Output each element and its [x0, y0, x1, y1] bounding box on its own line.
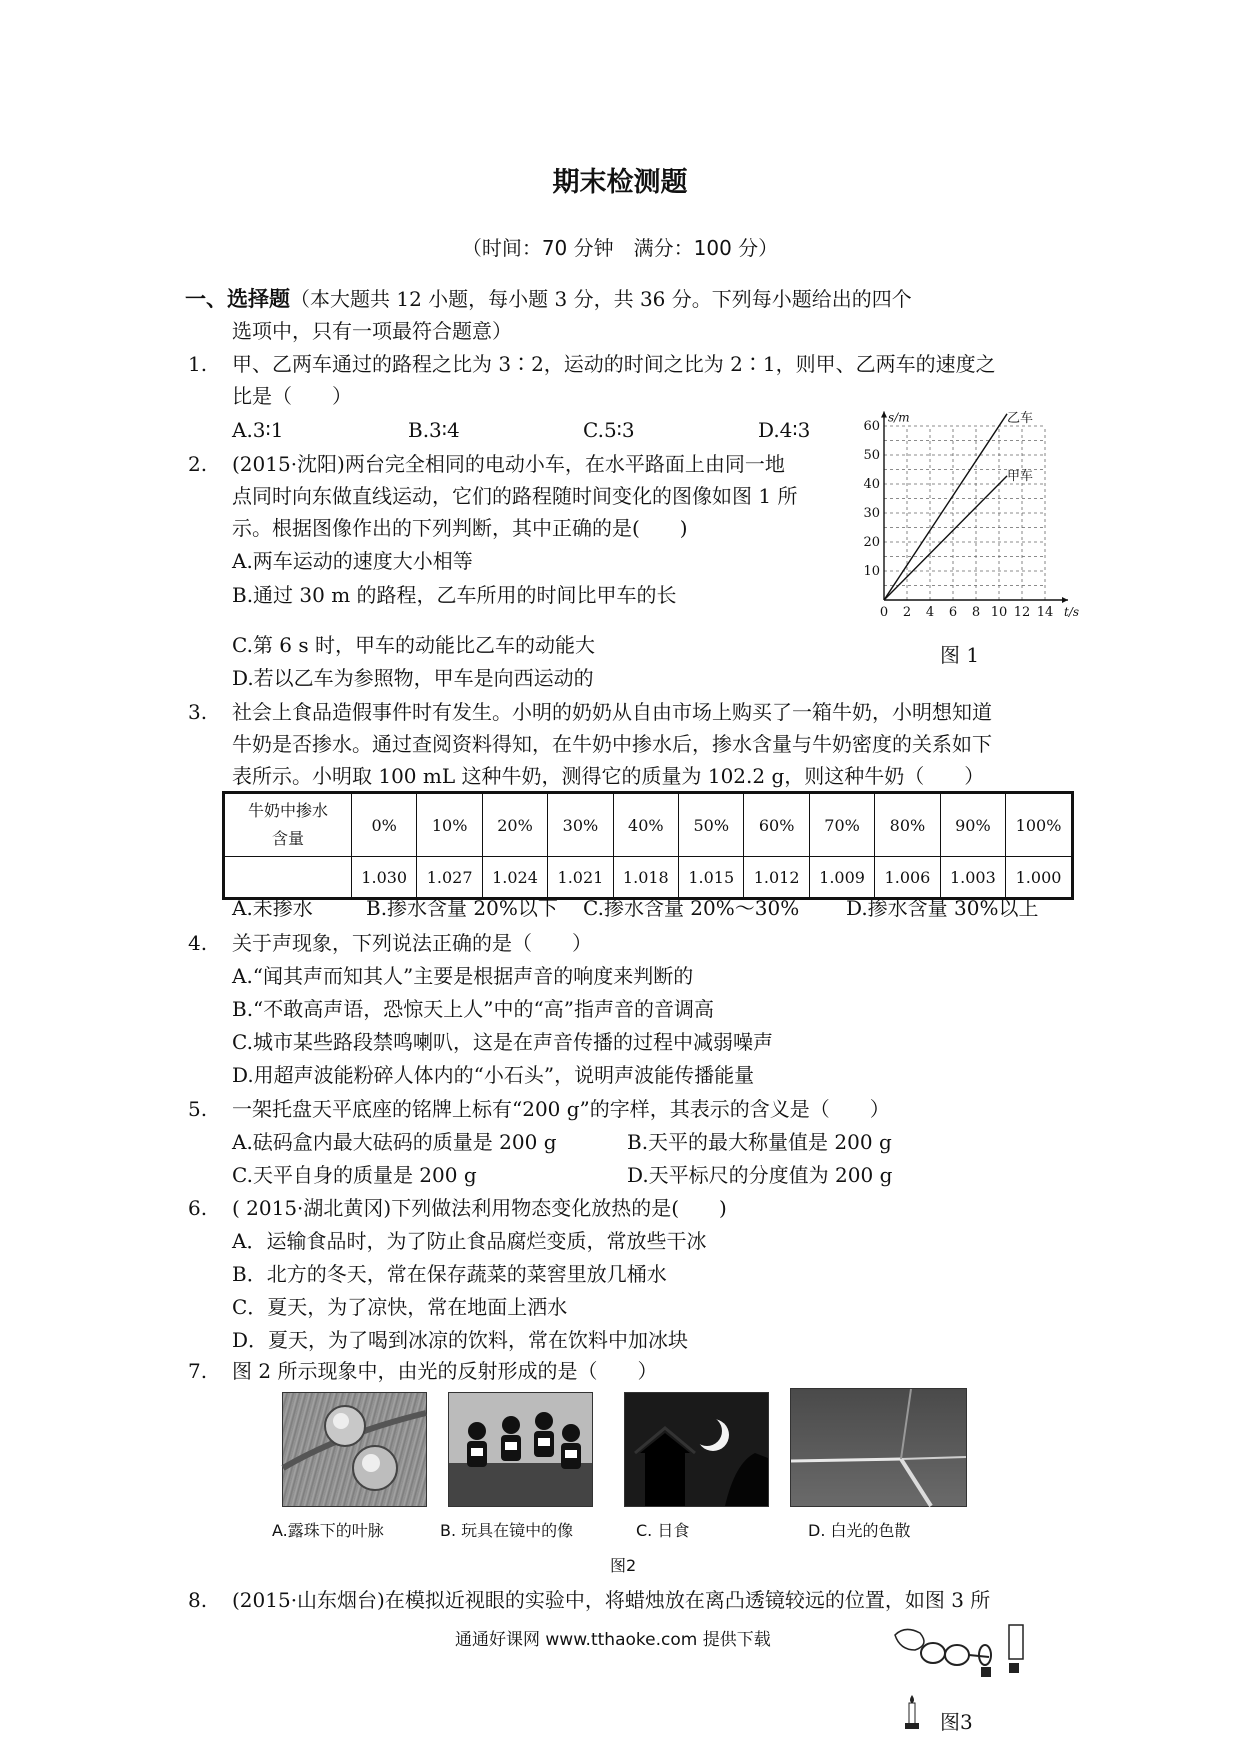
q3-option-b: B.掺水含量 20%以下 [366, 896, 558, 920]
table-cell: 40% [613, 793, 678, 857]
q2-option-a: A.两车运动的速度大小相等 [232, 549, 473, 573]
x-tick-label: 12 [1013, 605, 1031, 620]
table-cell: 90% [940, 793, 1005, 857]
caption-d: D. 白光的色散 [808, 1521, 911, 1540]
q1-option-c: C.5∶3 [583, 418, 635, 442]
table-row [224, 793, 1073, 857]
q4-stem: 关于声现象，下列说法正确的是（ ） [232, 931, 592, 955]
q2-option-d: D.若以乙车为参照物，甲车是向西运动的 [232, 666, 594, 690]
y-axis-label: s/m [888, 410, 910, 425]
table-cell: 50% [679, 793, 744, 857]
table-cell: 1.030 [352, 857, 417, 899]
q3-stem-2: 牛奶是否掺水。通过查阅资料得知，在牛奶中掺水后，掺水含量与牛奶密度的关系如下 [232, 732, 992, 756]
section-title: 一、选择题 [185, 287, 290, 311]
table-cell: 1.000 [1006, 857, 1073, 899]
q8-stem: (2015·山东烟台)在模拟近视眼的实验中，将蜡烛放在离凸透镜较远的位置，如图 3 所 [232, 1588, 991, 1612]
q6-number: 6. [188, 1196, 208, 1220]
table-header-label-1: 牛奶中掺水 [247, 801, 328, 820]
section-desc: （本大题共 12 小题，每小题 3 分，共 36 分。下列每小题给出的四个 [290, 287, 912, 311]
figure-3-caption: 图3 [940, 1710, 973, 1734]
page-title: 期末检测题 [552, 167, 688, 198]
exam-info: （时间：70 分钟 满分：100 分） [461, 236, 779, 260]
q2-stem-3: 示。根据图像作出的下列判断，其中正确的是( ) [232, 516, 688, 540]
q1-option-b: B.3∶4 [408, 418, 460, 442]
x-tick-label: 0 [879, 605, 889, 620]
q1-stem: 甲、乙两车通过的路程之比为 3∶2，运动的时间之比为 2∶1，则甲、乙两车的速度之 [232, 352, 996, 376]
table-cell: 1.018 [613, 857, 678, 899]
series-line-yi [884, 414, 1007, 600]
photo-toys-mirror [448, 1392, 593, 1507]
table-header-label-2: 含量 [271, 829, 304, 848]
q4-option-d: D.用超声波能粉碎人体内的“小石头”，说明声波能传播能量 [232, 1063, 755, 1087]
table-cell: 0% [352, 793, 417, 857]
section-desc-2: 选项中，只有一项最符合题意） [232, 319, 512, 343]
table-cell: 1.027 [417, 857, 482, 899]
q6-option-b: B．北方的冬天，常在保存蔬菜的菜窖里放几桶水 [232, 1262, 667, 1286]
figure-1-caption: 图 1 [940, 643, 980, 667]
q2-option-c: C.第 6 s 时，甲车的动能比乙车的动能大 [232, 633, 596, 657]
q3-stem: 社会上食品造假事件时有发生。小明的奶奶从自由市场上购买了一箱牛奶，小明想知道 [232, 700, 992, 724]
table-cell: 30% [548, 793, 613, 857]
q5-option-b: B.天平的最大称量值是 200 g [627, 1130, 892, 1154]
chart-series [884, 411, 1033, 600]
y-tick-label: 40 [863, 477, 880, 492]
q2-number: 2. [188, 452, 208, 476]
table-cell: 80% [875, 793, 940, 857]
x-tick-label: 10 [990, 605, 1008, 620]
y-tick-label: 50 [863, 448, 880, 463]
table-cell: 1.024 [482, 857, 547, 899]
q1-option-a: A.3∶1 [232, 418, 284, 442]
table-cell: 10% [417, 793, 482, 857]
q5-option-a: A.砝码盒内最大砝码的质量是 200 g [232, 1130, 557, 1154]
q6-stem: ( 2015·湖北黄冈)下列做法利用物态变化放热的是( ) [232, 1196, 727, 1220]
y-tick-label: 60 [863, 419, 880, 434]
q5-number: 5. [188, 1097, 208, 1121]
q4-option-c: C.城市某些路段禁鸣喇叭，这是在声音传播的过程中减弱噪声 [232, 1030, 773, 1054]
table-cell: 1.021 [548, 857, 613, 899]
q7-number: 7. [188, 1359, 208, 1383]
caption-b: B. 玩具在镜中的像 [440, 1521, 574, 1540]
density-table [222, 791, 1074, 900]
q3-option-c: C.掺水含量 20%～30% [583, 896, 800, 920]
q4-option-a: A.“闻其声而知其人”主要是根据声音的响度来判断的 [232, 964, 694, 988]
table-header-label [224, 793, 352, 857]
photo-eclipse [624, 1392, 769, 1507]
chart-grid [884, 426, 1045, 600]
y-tick-label: 20 [863, 535, 880, 550]
q7-stem: 图 2 所示现象中，由光的反射形成的是（ ） [232, 1359, 658, 1383]
q1-option-d: D.4∶3 [758, 418, 811, 442]
x-axis-arrow [1062, 597, 1068, 603]
q2-option-b: B.通过 30 m 的路程，乙车所用的时间比甲车的长 [232, 583, 677, 607]
photo-dewdrops [282, 1392, 427, 1507]
table-cell: 1.012 [744, 857, 809, 899]
q4-option-b: B.“不敢高声语，恐惊天上人”中的“高”指声音的音调高 [232, 997, 714, 1021]
q3-option-a: A.未掺水 [232, 896, 313, 920]
y-tick-label: 30 [863, 506, 880, 521]
x-axis-label: t/s [1064, 605, 1080, 619]
q1-number: 1. [188, 352, 208, 376]
caption-a: A.露珠下的叶脉 [272, 1521, 384, 1540]
series-label-yi: 乙车 [1007, 411, 1034, 426]
table-cell: 1.015 [679, 857, 744, 899]
q3-option-d: D.掺水含量 30%以上 [846, 896, 1039, 920]
x-tick-label: 8 [971, 605, 981, 620]
q5-stem: 一架托盘天平底座的铭牌上标有“200 g”的字样，其表示的含义是（ ） [232, 1097, 890, 1121]
table-cell: 1.009 [809, 857, 874, 899]
toys-drawing [449, 1393, 592, 1506]
dispersion-drawing [791, 1389, 966, 1506]
x-tick-label: 14 [1036, 605, 1054, 620]
footer-source: 通通好课网 www.tthaoke.com 提供下载 [455, 1630, 771, 1650]
table-cell: 100% [1006, 793, 1073, 857]
q6-option-d: D．夏天，为了喝到冰凉的饮料，常在饮料中加冰块 [232, 1328, 689, 1352]
table-cell: 20% [482, 793, 547, 857]
q8-number: 8. [188, 1588, 208, 1612]
q6-option-c: C．夏天，为了凉快，常在地面上洒水 [232, 1295, 568, 1319]
eclipse-drawing [625, 1393, 768, 1506]
caption-c: C. 日食 [636, 1521, 690, 1540]
q2-stem: (2015·沈阳)两台完全相同的电动小车，在水平路面上由同一地 [232, 452, 785, 476]
table-cell: 1.006 [875, 857, 940, 899]
x-tick-label: 6 [948, 605, 958, 620]
x-tick-label: 2 [902, 605, 912, 620]
q3-number: 3. [188, 700, 208, 724]
q5-option-d: D.天平标尺的分度值为 200 g [627, 1163, 893, 1187]
y-axis-arrow [881, 412, 887, 418]
figure-1-chart [850, 400, 1080, 632]
q2-stem-2: 点同时向东做直线运动，它们的路程随时间变化的图像如图 1 所 [232, 484, 798, 508]
q1-stem-2: 比是（ ） [232, 384, 352, 408]
series-label-jia: 甲车 [1007, 469, 1034, 484]
photo-dispersion [790, 1388, 967, 1507]
q5-option-c: C.天平自身的质量是 200 g [232, 1163, 477, 1187]
q3-stem-3: 表所示。小明取 100 mL 这种牛奶，测得它的质量为 102.2 g，则这种牛奶（ ） [232, 764, 985, 788]
section-heading-row [185, 284, 912, 314]
x-tick-label: 4 [925, 605, 935, 620]
table-cell: 60% [744, 793, 809, 857]
q6-option-a: A．运输食品时，为了防止食品腐烂变质，常放些干冰 [232, 1229, 707, 1253]
series-line-jia [884, 476, 1007, 600]
table-cell: 70% [809, 793, 874, 857]
figure-2-caption: 图2 [610, 1556, 637, 1575]
table-cell: 1.003 [940, 857, 1005, 899]
q4-number: 4. [188, 931, 208, 955]
y-tick-label: 10 [863, 564, 880, 579]
dewdrops-drawing [283, 1393, 426, 1506]
